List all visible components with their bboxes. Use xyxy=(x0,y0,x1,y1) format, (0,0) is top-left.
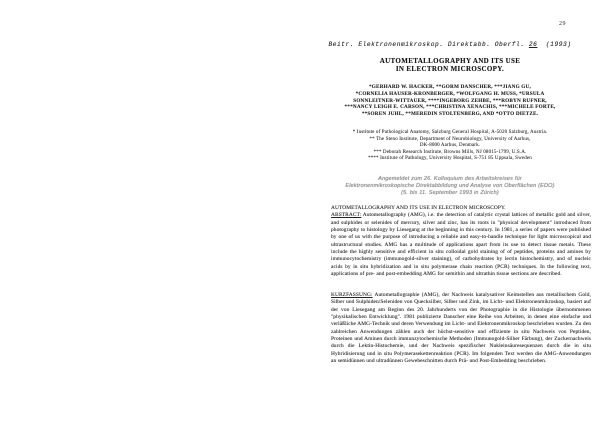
affiliation-line: * Institute of Pathological Anatomy, Salzburg General Hospital, A-5020 Salzburg, Austria. xyxy=(352,130,548,135)
journal-name: Beitr. Elektronenmikroskop. Direktabb. Oberfl. xyxy=(328,41,525,48)
affiliation-line: DK-8000 Aarhus, Denmark. xyxy=(419,143,481,149)
author-line: *GERHARD W. HACKER, **GORM DANSCHER, ***JIANG GU, xyxy=(369,84,531,90)
abstract-heading: AUTOMETALLOGRAPHY AND ITS USE IN ELECTRON MICROSCOPY. xyxy=(331,205,506,211)
paper-page xyxy=(300,0,600,425)
paper-title xyxy=(300,57,600,73)
kurzfassung-body: Autometallographie (AMG), der Nachweis katalysativer Keimstellen aus metallischem Gold, Silber und Sulphiden/Seleniden von Quecksilber, Silber und Zink, im Licht- und Elektronenmikroskop, basiert auf der von Liesegang am Beginn des 20. Jahrhunderts von der Photographie in die Histologie übernommenen "physikalischen Entwicklung". 1981 publizierte Danscher eine Reihe von Arbeiten, in denen eine einfache und verläßliche AMG-Technik und deren Verwendung im Licht- und Elektronenmikroskop beschrieben wurden. Zu den zahlreichen Anwendungen zählen auch der höchst-sensitive und effiziente in situ Nachweis von Peptiden, Proteinen und Aminen durch immunzytochemische Methoden (Immunogold-Silber Färbung), der Zuckernachweis durch die Lektin-Histochemie, und der Nachweis spezifischer Nukleinsäuresequenzen durch die in situ Hybridisierung und in situ Polymerasekettenreaktion (PCR). Im folgenden Text werden die AMG-Anwendungen an semidünnen und ultradünnen Gewebeschnitten durch Prä- und Post-Embedding beschrieben. xyxy=(331,292,591,365)
journal-volume: 26 xyxy=(528,41,538,48)
page-number: 29 xyxy=(559,21,566,27)
announcement-line: Elektronenmikroskopische Direktabbildung und Analyse von Oberflächen (EDO) xyxy=(345,183,555,190)
abstract-body: Autometallography (AMG), i.e. the detection of catalytic crystal lattices of metallic gold and silver, and sulphides or selenides of mercury, silver and zinc, has its roots in "physical development" introduced from photography to histology by Liesegang at the beginning in this century. In 1981, a series of papers were published by one of us with the purpose of introducing a reliable and easy-to-handle technique for light microscopical and ultrastructural studies. AMG has a multitude of applications apart from its use to detect tissue metals. These include the highly sensitive and efficient in situ colloidal gold staining of of peptides, proteins and amines by immunocytochemistry (immunogold-silver staining), of carbohydrates by lectin histochemistry, and of nucleic acids by in situ hybridization and in situ polymerase chain reaction (PCR) techniques. In the following text, applications of pre- and post-embedding AMG for semithin and ultrathin tissue sections are described. xyxy=(331,212,591,278)
journal-citation-line xyxy=(300,41,600,48)
affiliation-line: ** The Steno Institute, Department of Neurobiology, University of Aarhus, xyxy=(369,136,531,142)
kurzfassung-label: KURZFASSUNG: xyxy=(331,292,373,298)
affiliation-line: **** Institute of Pathology, University Hospital, S-751 85 Uppsala, Sweden xyxy=(368,156,532,162)
colloquium-announcement xyxy=(300,176,600,198)
author-line: *CORNELIA HAUSER-KRONBERGER, *WOLFGANG H. MUSS, *URSULA xyxy=(355,90,545,97)
author-line: ***NANCY LEIGH E. CARSON, ***CHRISTINA XENACHIS, ***MICHELE FORTE, xyxy=(344,104,556,111)
blank-left-page xyxy=(0,0,299,425)
author-list xyxy=(310,84,590,118)
abstract-label: ABSTRACT: xyxy=(331,212,362,219)
paper-title-line1: AUTOMETALLOGRAPHY AND ITS USE xyxy=(379,57,521,65)
paper-title-line2: IN ELECTRON MICROSCOPY. xyxy=(395,65,505,73)
author-line: SONNLEITNER-WITTAUER, ****INGEBORG ZEHBE, ***ROBYN RUFNER, xyxy=(353,97,547,104)
author-line: **SOREN JUHL, **MEREDIN STOLTENBERG, AND *OTTO DIETZE. xyxy=(361,111,539,118)
affiliation-line: *** Deborah Research Institute, Browns Mills, NJ 08015-1799, U.S.A. xyxy=(373,149,527,155)
affiliation-list xyxy=(306,130,594,163)
library-ink-stamp xyxy=(300,278,336,418)
kurzfassung-section xyxy=(331,292,591,365)
journal-year: (1993) xyxy=(545,41,572,48)
announcement-line: Angemeldet zum 26. Kolloquium des Arbeitskreises für xyxy=(378,176,522,182)
announcement-line: (5. bis 11. September 1993 in Zürich) xyxy=(401,190,499,197)
abstract-section xyxy=(331,205,591,278)
